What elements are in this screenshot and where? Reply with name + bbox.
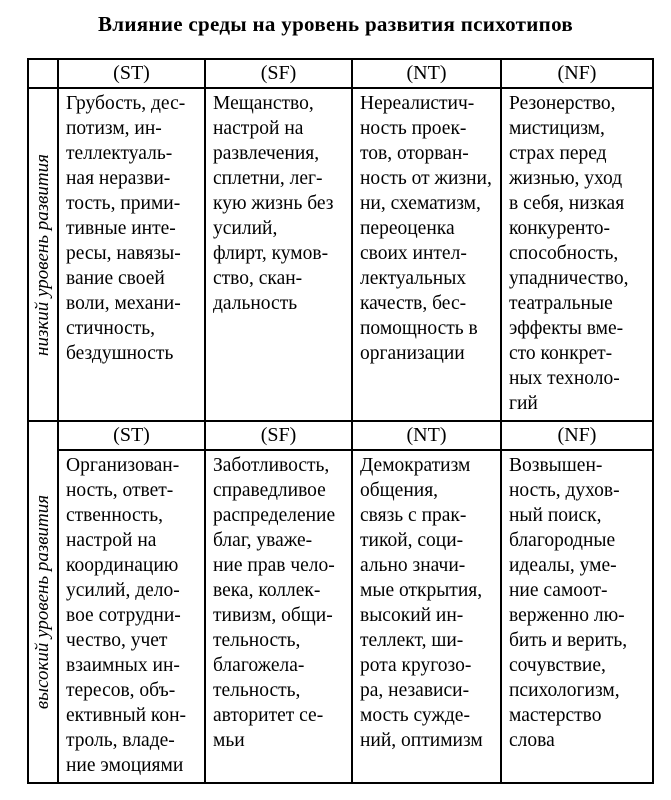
text-line: стичность,	[66, 318, 156, 339]
text-line: помощность в	[360, 318, 478, 339]
low-sf-text	[213, 91, 347, 316]
text-line: распределение	[213, 505, 336, 526]
low-nf-text	[509, 91, 648, 416]
text-line: ный поиск,	[509, 505, 602, 526]
header-row-high	[28, 421, 653, 450]
text-line: мистицизм,	[509, 118, 605, 139]
text-line: ность от жизни,	[360, 168, 492, 189]
header-st-2: (ST)	[58, 421, 205, 450]
header-st: (ST)	[58, 59, 205, 88]
high-nf-text	[509, 453, 648, 753]
text-line: троль, владе-	[66, 730, 175, 751]
header-nf: (NF)	[501, 59, 653, 88]
text-line: связь с прак-	[360, 505, 467, 526]
text-line: ективный кон-	[66, 705, 187, 726]
header-nt-2: (NT)	[352, 421, 501, 450]
text-line: мьи	[213, 730, 245, 751]
low-level-label: низкий уровень развития	[32, 153, 53, 356]
text-line: благородные	[509, 530, 616, 551]
high-level-row	[28, 450, 653, 783]
text-line: сто конкрет-	[509, 343, 613, 364]
text-line: справедливое	[213, 480, 326, 501]
text-line: авторитет се-	[213, 705, 324, 726]
text-line: настрой на	[66, 530, 157, 551]
text-line: ний, оптимизм	[360, 730, 483, 751]
text-line: координацию	[66, 555, 179, 576]
low-nt-cell	[352, 88, 501, 421]
text-line: сочувствие,	[509, 655, 606, 676]
text-line: ни, схематизм,	[360, 193, 481, 214]
text-line: ство, скан-	[213, 268, 303, 289]
text-line: ально значи-	[360, 555, 466, 576]
text-line: высокий ин-	[360, 605, 464, 626]
text-line: чество, учет	[66, 630, 168, 651]
text-line: ность, ответ-	[66, 480, 174, 501]
text-line: конкуренто-	[509, 218, 610, 239]
text-line: слова	[509, 730, 555, 751]
text-line: усилий, дело-	[66, 580, 180, 601]
text-line: Демократизм	[360, 455, 471, 476]
text-line: общения,	[360, 480, 439, 501]
high-level-label: высокий уровень развития	[32, 494, 53, 710]
text-line: развлечения,	[213, 143, 320, 164]
high-sf-text	[213, 453, 347, 753]
text-line: ная неразви-	[66, 168, 171, 189]
text-line: Возвышен-	[509, 455, 603, 476]
text-line: лектуальных	[360, 268, 467, 289]
high-st-text	[66, 453, 200, 778]
text-line: флирт, кумов-	[213, 243, 329, 264]
text-line: потизм, ин-	[66, 118, 162, 139]
low-st-text	[66, 91, 200, 366]
text-line: жизнью, уход	[509, 168, 623, 189]
text-line: сплетни, лег-	[213, 168, 323, 189]
high-nf-cell	[501, 450, 653, 783]
text-line: благожела-	[213, 655, 305, 676]
text-line: бить и верить,	[509, 630, 628, 651]
text-line: ра, независи-	[360, 680, 470, 701]
header-sf-2: (SF)	[205, 421, 352, 450]
text-line: Резонерство,	[509, 93, 616, 114]
text-line: века, коллек-	[213, 580, 321, 601]
low-nf-cell	[501, 88, 653, 421]
text-line: тельность,	[213, 680, 301, 701]
text-line: тикой, соци-	[360, 530, 464, 551]
text-line: взаимных ин-	[66, 655, 180, 676]
text-line: гий	[509, 393, 538, 414]
text-line: дальность	[213, 293, 298, 314]
low-sf-cell	[205, 88, 352, 421]
text-line: театральные	[509, 293, 613, 314]
text-line: тересов, объ-	[66, 680, 176, 701]
text-line: вое сотрудни-	[66, 605, 181, 626]
text-line: верженно лю-	[509, 605, 625, 626]
high-sf-cell	[205, 450, 352, 783]
header-row-low	[28, 59, 653, 88]
text-line: мастерство	[509, 705, 602, 726]
text-line: способность,	[509, 243, 619, 264]
low-level-row	[28, 88, 653, 421]
text-line: ние прав чело-	[213, 555, 335, 576]
text-line: теллект, ши-	[360, 630, 464, 651]
text-line: страх перед	[509, 143, 607, 164]
high-nt-cell	[352, 450, 501, 783]
psychotypes-table	[27, 58, 654, 784]
text-line: Организован-	[66, 455, 180, 476]
text-line: настрой на	[213, 118, 304, 139]
header-sf: (SF)	[205, 59, 352, 88]
text-line: ресы, навязы-	[66, 243, 181, 264]
page-title: Влияние среды на уровень развития психотипов	[97, 12, 573, 36]
text-line: тов, оторван-	[360, 143, 469, 164]
text-line: мые открытия,	[360, 580, 483, 601]
text-line: усилий,	[213, 218, 278, 239]
text-line: кую жизнь без	[213, 193, 334, 214]
text-line: организации	[360, 343, 465, 364]
text-line: Грубость, дес-	[66, 93, 186, 114]
low-nt-text	[360, 91, 496, 366]
text-line: переоценка	[360, 218, 455, 239]
text-line: благ, уваже-	[213, 530, 313, 551]
text-line: тивные инте-	[66, 218, 176, 239]
header-nf-2: (NF)	[501, 421, 653, 450]
text-line: ственность,	[66, 505, 163, 526]
text-line: ность, духов-	[509, 480, 620, 501]
text-line: воли, механи-	[66, 293, 181, 314]
text-line: ность проек-	[360, 118, 467, 139]
text-line: мость сужде-	[360, 705, 470, 726]
text-line: эффекты вме-	[509, 318, 624, 339]
text-line: ние самоот-	[509, 580, 608, 601]
high-nt-text	[360, 453, 496, 753]
text-line: Нереалистич-	[360, 93, 475, 114]
text-line: своих интел-	[360, 243, 467, 264]
text-line: ние эмоциями	[66, 755, 184, 776]
header-nt: (NT)	[352, 59, 501, 88]
text-line: вание своей	[66, 268, 165, 289]
corner-cell	[28, 59, 58, 88]
text-line: ных техноло-	[509, 368, 620, 389]
text-line: психологизм,	[509, 680, 620, 701]
low-st-cell	[58, 88, 205, 421]
text-line: идеалы, уме-	[509, 555, 617, 576]
text-line: упадничество,	[509, 268, 629, 289]
text-line: Заботливость,	[213, 455, 330, 476]
text-line: тивизм, общи-	[213, 605, 333, 626]
text-line: тельность,	[213, 630, 301, 651]
text-line: тость, прими-	[66, 193, 181, 214]
text-line: бездушность	[66, 343, 174, 364]
text-line: Мещанство,	[213, 93, 314, 114]
high-st-cell	[58, 450, 205, 783]
text-line: рота кругозо-	[360, 655, 472, 676]
text-line: качеств, бес-	[360, 293, 467, 314]
low-level-label-cell	[28, 88, 58, 421]
text-line: теллектуаль-	[66, 143, 173, 164]
text-line: в себя, низкая	[509, 193, 625, 214]
high-level-label-cell	[28, 421, 58, 783]
